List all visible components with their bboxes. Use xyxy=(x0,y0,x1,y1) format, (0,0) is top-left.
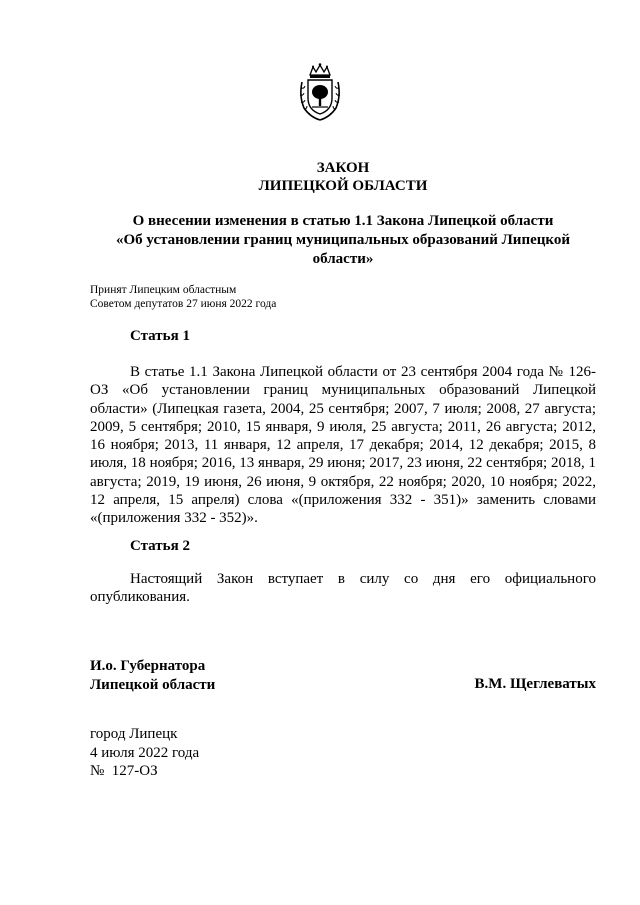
signatory-position xyxy=(90,657,215,694)
law-subject-line-2: «Об установлении границ муниципальных образований Липецкой xyxy=(116,232,570,248)
footer-city: город Липецк xyxy=(90,726,178,742)
signatory-name: В.М. Щеглеватых xyxy=(474,676,596,692)
adoption-note xyxy=(90,283,276,311)
coat-of-arms-emblem xyxy=(296,62,344,122)
document-footer xyxy=(90,725,199,781)
adoption-note-line-1: Принят Липецким областным xyxy=(90,284,237,296)
adoption-note-line-2: Советом депутатов 27 июня 2022 года xyxy=(90,298,277,310)
law-subject-line-1: О внесении изменения в статью 1.1 Закона Липецкой области xyxy=(132,213,554,229)
article-1-heading: Статья 1 xyxy=(130,328,190,344)
law-subject xyxy=(90,212,596,269)
footer-date: 4 июля 2022 года xyxy=(90,744,200,761)
signatory-position-line-2: Липецкой области xyxy=(90,676,216,693)
signatory-position-line-1: И.о. Губернатора xyxy=(90,658,206,674)
footer-law-number: № 127-ОЗ xyxy=(90,763,158,779)
law-title-line-1: ЗАКОН xyxy=(316,160,370,176)
law-subject-line-3: области» xyxy=(312,251,374,267)
article-2-text: Настоящий Закон вступает в силу со дня его официального опубликования. xyxy=(90,571,596,606)
article-2-heading: Статья 2 xyxy=(130,538,190,554)
law-title-line-2: ЛИПЕЦКОЙ ОБЛАСТИ xyxy=(258,178,428,194)
article-1-text: В статье 1.1 Закона Липецкой области от 23 сентября 2004 года № 126-ОЗ «Об установлении границ муниципальных образований Липецкой области» (Липецкая газета, 2004, 25 сентября; 2007, 7 июля; 2008, 27 августа; 2009, 5 сентября; 2010, 15 января, 9 июля, 25 августа; 2011, 26 августа; 2012, 16 ноября; 2013, 11 января, 12 апреля, 17 декабря; 2014, 12 декабря; 2015, 8 июля, 18 ноября; 2016, 13 января, 29 июня; 2017, 23 июня, 22 сентября; 2018, 1 августа; 2019, 19 июня, 26 июня, 9 октября, 22 ноября; 2020, 10 ноября; 2022, 12 апреля, 15 апреля) слова «(приложения 332 - 351)» заменить словами «(приложения 332 - 352)». xyxy=(90,364,596,527)
